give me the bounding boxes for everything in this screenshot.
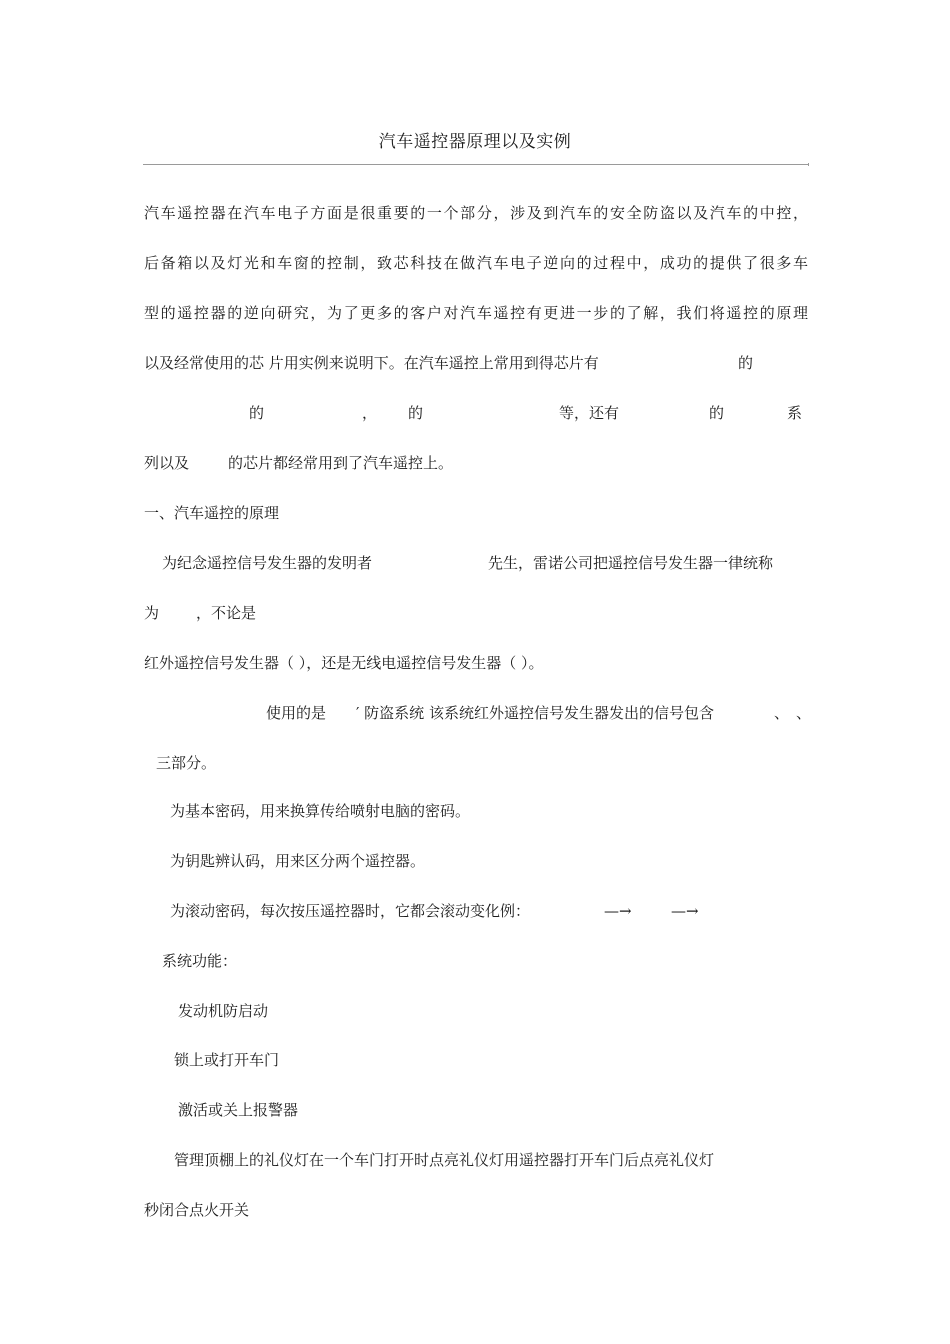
paragraph-fragment: 的 xyxy=(249,404,265,422)
paragraph-fragment: 的 xyxy=(738,354,754,372)
paragraph-fragment: 列以及 xyxy=(144,454,190,472)
function-item: 发动机防启动 xyxy=(178,1002,269,1020)
paragraph-fragment: 等，还有 xyxy=(559,404,620,422)
paragraph-fragment: ， xyxy=(362,404,378,422)
paragraph-fragment: 使用的是 xyxy=(266,704,327,722)
paragraph-line: 红外遥控信号发生器（ ），还是无线电遥控信号发生器（ ）。 xyxy=(144,654,544,672)
paragraph-fragment: 先生，雷诺公司把遥控信号发生器一律统称 xyxy=(488,554,774,572)
paragraph-line: 以及经常使用的芯 片用实例来说明下。在汽车遥控上常用到得芯片有 xyxy=(144,354,599,372)
paragraph-fragment: 的 xyxy=(709,404,725,422)
function-item: 锁上或打开车门 xyxy=(174,1051,280,1069)
arrow-symbol: —→ xyxy=(604,902,632,920)
paragraph-fragment: 、 xyxy=(774,704,790,722)
paragraph-fragment: 系 xyxy=(787,404,803,422)
paragraph-line: 三部分。 xyxy=(156,754,217,772)
paragraph-line: 后备箱以及灯光和车窗的控制，致芯科技在做汽车电子逆向的过程中，成功的提供了很多车 xyxy=(144,254,808,272)
function-item-continuation: 秒闭合点火开关 xyxy=(144,1201,250,1219)
list-item: 为滚动密码，每次按压遥控器时，它都会滚动变化例： xyxy=(170,902,531,920)
function-item: 管理顶棚上的礼仪灯在一个车门打开时点亮礼仪灯用遥控器打开车门后点亮礼仪灯 xyxy=(174,1151,715,1169)
divider-end-mark xyxy=(808,163,809,166)
list-item: 为基本密码，用来换算传给喷射电脑的密码。 xyxy=(170,802,471,820)
paragraph-fragment: 的芯片都经常用到了汽车遥控上。 xyxy=(228,454,454,472)
paragraph-line: 汽车遥控器在汽车电子方面是很重要的一个部分，涉及到汽车的安全防盗以及汽车的中控， xyxy=(144,204,808,222)
paragraph-fragment: ，不论是 xyxy=(196,604,257,622)
section-heading: 一、汽车遥控的原理 xyxy=(144,504,280,522)
paragraph-line: 型的遥控器的逆向研究，为了更多的客户对汽车遥控有更进一步的了解，我们将遥控的原理 xyxy=(144,304,808,322)
list-item: 为钥匙辨认码，用来区分两个遥控器。 xyxy=(170,852,426,870)
paragraph-fragment: 、 xyxy=(796,704,812,722)
arrow-symbol: —→ xyxy=(671,902,699,920)
paragraph-fragment: ′ 防盗系统 该系统红外遥控信号发生器发出的信号包含 xyxy=(356,704,714,722)
paragraph-fragment: 为纪念遥控信号发生器的发明者 xyxy=(162,554,373,572)
function-item: 激活或关上报警器 xyxy=(178,1101,299,1119)
paragraph-fragment: 为 xyxy=(144,604,160,622)
document-title: 汽车遥控器原理以及实例 xyxy=(378,132,572,152)
title-divider xyxy=(143,164,809,165)
paragraph-fragment: 的 xyxy=(408,404,424,422)
subheading: 系统功能： xyxy=(162,952,238,970)
